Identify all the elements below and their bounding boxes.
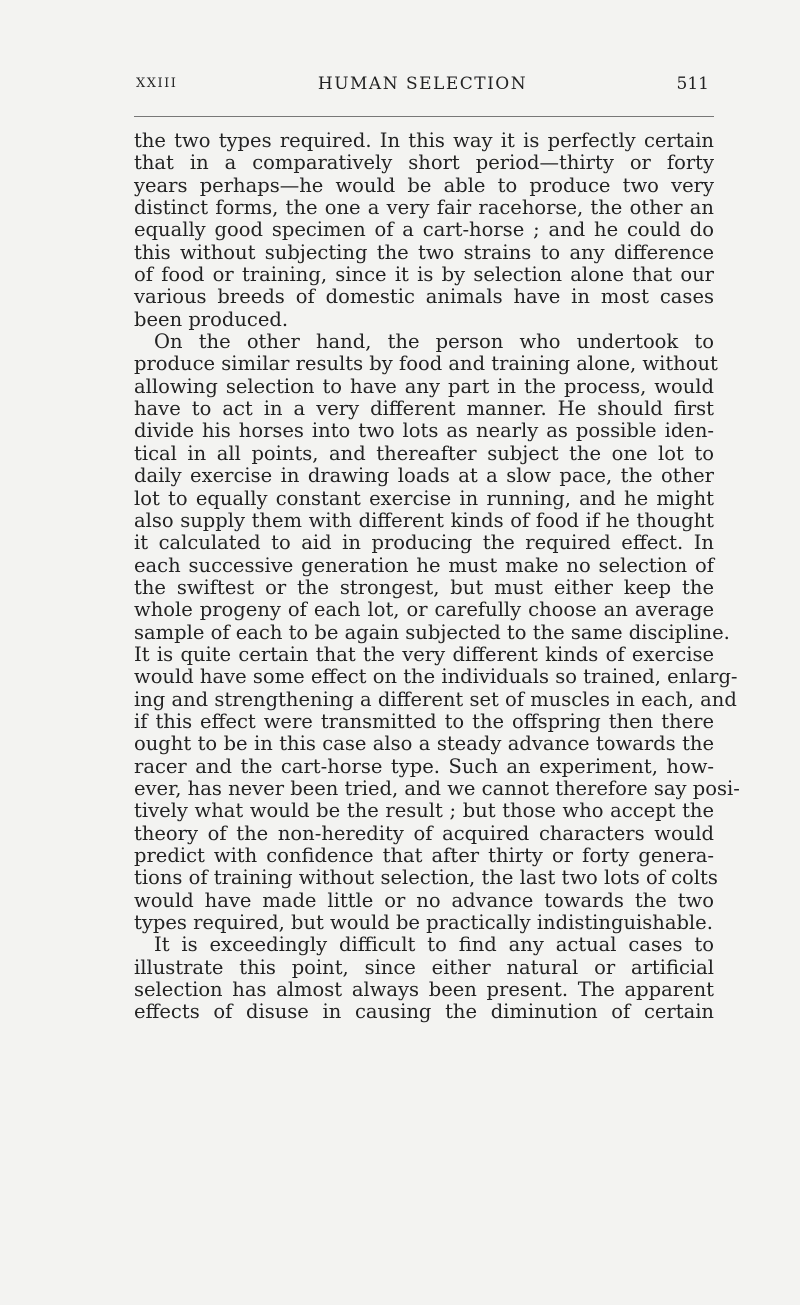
text-line: lot to equally constant exercise in running, and he might bbox=[134, 486, 714, 510]
text-line: this without subjecting the two strains to any difference bbox=[134, 240, 714, 264]
text-line: sample of each to be again subjected to the same discipline. bbox=[134, 620, 730, 644]
text-line: would have made little or no advance towards the two bbox=[134, 888, 714, 912]
paragraph bbox=[134, 934, 714, 1023]
text-line: allowing selection to have any part in the process, would bbox=[134, 374, 714, 398]
text-line: On the other hand, the person who undertook to bbox=[154, 330, 714, 354]
text-line: also supply them with different kinds of food if he thought bbox=[134, 508, 714, 532]
text-line: types required, but would be practically indistinguishable. bbox=[134, 911, 713, 935]
text-line: been produced. bbox=[134, 307, 289, 331]
text-line: racer and the cart-horse type. Such an experiment, how- bbox=[134, 754, 714, 778]
text-line: effects of disuse in causing the diminution of certain bbox=[134, 1000, 714, 1024]
text-line: distinct forms, the one a very fair racehorse, the other an bbox=[134, 196, 714, 220]
text-line: theory of the non-heredity of acquired characters would bbox=[134, 821, 714, 845]
header-rule bbox=[134, 116, 714, 117]
text-line: would have some effect on the individuals so trained, enlarg- bbox=[134, 665, 738, 689]
text-line: that in a comparatively short period—thirty or forty bbox=[134, 151, 714, 175]
running-title: HUMAN SELECTION bbox=[317, 74, 528, 94]
text-line: years perhaps—he would be able to produce two very bbox=[134, 173, 714, 197]
text-line: produce similar results by food and training alone, without bbox=[134, 352, 718, 376]
running-header bbox=[136, 76, 709, 102]
paragraph bbox=[134, 330, 740, 935]
text-line: the swiftest or the strongest, but must either keep the bbox=[134, 575, 714, 599]
chapter-number: XXIII bbox=[136, 76, 178, 91]
text-line: equally good specimen of a cart-horse ; and he could do bbox=[134, 218, 714, 242]
text-line: various breeds of domestic animals have in most cases bbox=[134, 285, 714, 309]
text-line: it calculated to aid in producing the required effect. In bbox=[134, 531, 714, 555]
text-line: tical in all points, and thereafter subject the one lot to bbox=[134, 441, 714, 465]
text-line: whole progeny of each lot, or carefully choose an average bbox=[134, 598, 714, 622]
text-line: the two types required. In this way it is perfectly certain bbox=[134, 129, 714, 152]
text-line: if this effect were transmitted to the offspring then there bbox=[134, 709, 714, 733]
text-line: daily exercise in drawing loads at a slow pace, the other bbox=[134, 464, 714, 488]
text-line: illustrate this point, since either natural or artificial bbox=[134, 955, 714, 979]
text-line: tively what would be the result ; but those who accept the bbox=[134, 799, 714, 823]
page-number: 511 bbox=[676, 74, 709, 94]
text-line: ought to be in this case also a steady advance towards the bbox=[134, 732, 714, 756]
body-text bbox=[134, 129, 740, 1024]
text-line: It is quite certain that the very different kinds of exercise bbox=[134, 642, 714, 666]
text-line: have to act in a very different manner. He should first bbox=[134, 397, 714, 421]
text-line: predict with confidence that after thirty or forty genera- bbox=[134, 844, 714, 867]
text-line: selection has almost always been present. The apparent bbox=[134, 978, 714, 1002]
text-line: tions of training without selection, the last two lots of colts bbox=[134, 866, 718, 890]
text-line: each successive generation he must make no selection of bbox=[134, 553, 714, 577]
text-line: It is exceedingly difficult to find any actual cases to bbox=[154, 933, 714, 957]
text-line: divide his horses into two lots as nearly as possible iden- bbox=[134, 419, 714, 443]
text-line: ing and strengthening a different set of muscles in each, and bbox=[134, 687, 737, 711]
text-line: of food or training, since it is by selection alone that our bbox=[134, 263, 714, 287]
text-line: ever, has never been tried, and we cannot therefore say posi- bbox=[134, 776, 740, 800]
paragraph bbox=[134, 130, 714, 331]
